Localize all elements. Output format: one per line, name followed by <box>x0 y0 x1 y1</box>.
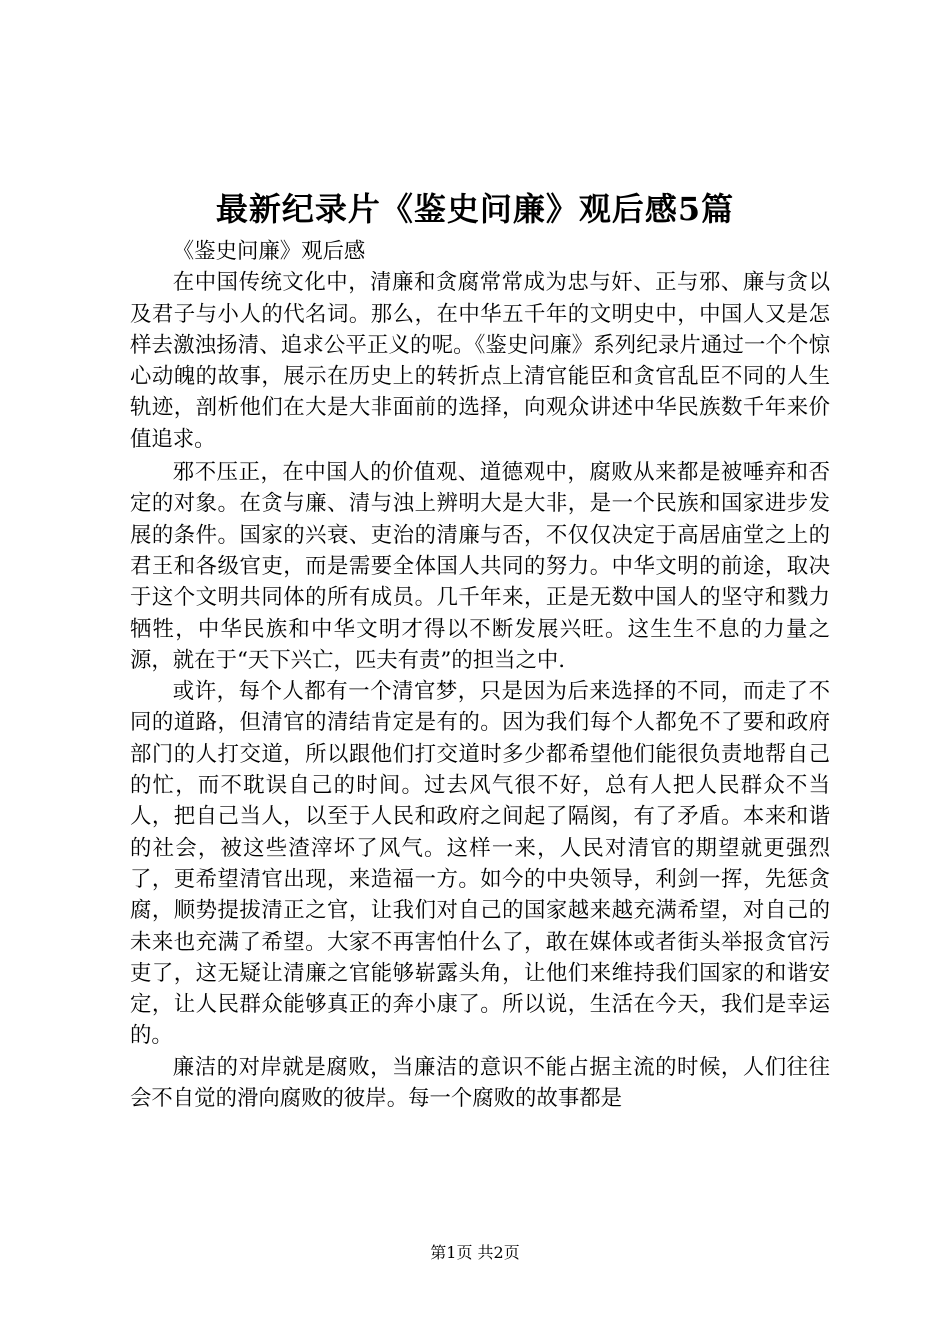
document-body <box>130 236 830 1114</box>
body-paragraph-2: 邪不压正，在中国人的价值观、道德观中，腐败从来都是被唾弃和否定的对象。在贪与廉、清与浊上辨明大是大非，是一个民族和国家进步发展的条件。国家的兴衰、吏治的清廉与否，不仅仅决定于高居庙堂之上的君王和各级官吏，而是需要全体国人共同的努力。中华文明的前途，取决于这个文明共同体的所有成员。几千年来，正是无数中国人的坚守和戮力牺牲，中华民族和中华文明才得以不断发展兴旺。这生生不息的力量之源，就在于“天下兴亡，匹夫有责”的担当之中. <box>130 460 830 673</box>
body-paragraph-3: 或许，每个人都有一个清官梦，只是因为后来选择的不同，而走了不同的道路，但清官的清结肯定是有的。因为我们每个人都免不了要和政府部门的人打交道，所以跟他们打交道时多少都希望他们能很负责地帮自己的忙，而不耽误自己的时间。过去风气很不好，总有人把人民群众不当人，把自己当人，以至于人民和政府之间起了隔阂，有了矛盾。本来和谐的社会，被这些渣滓坏了风气。这样一来，人民对清官的期望就更强烈了，更希望清官出现，来造福一方。如今的中央领导，利剑一挥，先惩贪腐，顺势提拔清正之官，让我们对自己的国家越来越充满希望，对自己的未来也充满了希望。大家不再害怕什么了，敢在媒体或者街头举报贪官污吏了，这无疑让清廉之官能够崭露头角，让他们来维持我们国家的和谐安定，让人民群众能够真正的奔小康了。所以说，生活在今天，我们是幸运的。 <box>130 679 830 1049</box>
page-footer: 第1页 共2页 <box>430 1243 520 1262</box>
body-paragraph-4: 廉洁的对岸就是腐败，当廉洁的意识不能占据主流的时候，人们往往会不自觉的滑向腐败的彼岸。每一个腐败的故事都是 <box>130 1054 830 1112</box>
body-paragraph-1: 在中国传统文化中，清廉和贪腐常常成为忠与奸、正与邪、廉与贪以及君子与小人的代名词。那么，在中华五千年的文明史中，中国人又是怎样去激浊扬清、追求公平正义的呢。《鉴史问廉》系列纪录片通过一个个惊心动魄的故事，展示在历史上的转折点上清官能臣和贪官乱臣不同的人生轨迹，剖析他们在大是大非面前的选择，向观众讲述中华民族数千年来价值追求。 <box>130 270 830 452</box>
document-subtitle: 《鉴史问廉》观后感 <box>172 239 366 264</box>
document-title: 最新纪录片《鉴史问廉》观后感5篇 <box>215 190 735 228</box>
